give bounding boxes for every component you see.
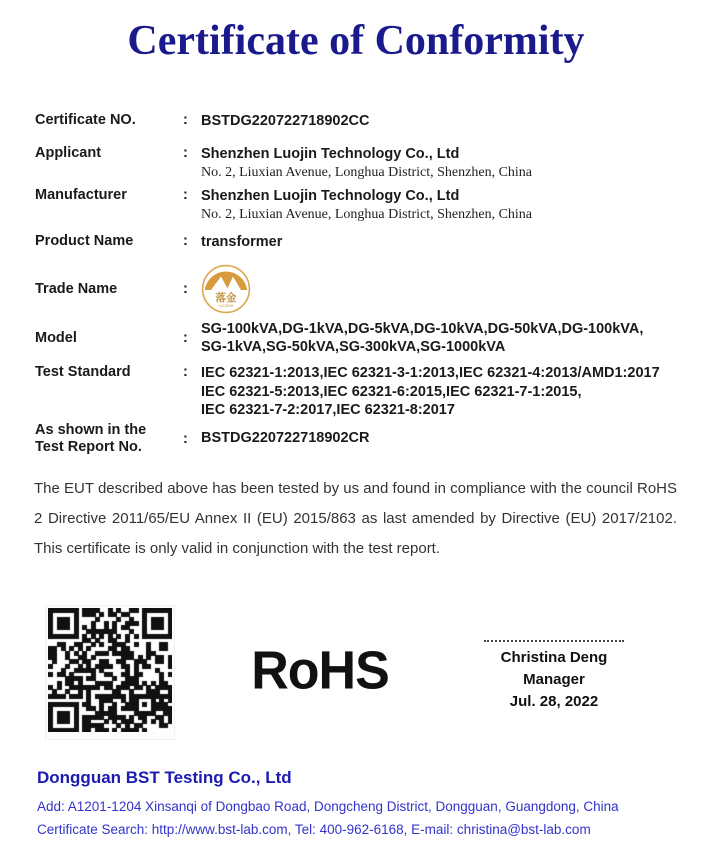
model-line1: SG-100kVA,DG-1kVA,DG-5kVA,DG-10kVA,DG-50kVA,DG-100kVA, (201, 321, 644, 337)
logo-subtext: LUOJING (218, 304, 234, 308)
row-certificate-no (35, 112, 677, 131)
lab-company-name: Dongguan BST Testing Co., Ltd (37, 768, 292, 787)
colon: : (183, 187, 188, 203)
test-report-value: BSTDG220722718902CR (201, 430, 370, 446)
luojin-brand-logo-icon (201, 264, 251, 314)
test-standard-label: Test Standard (35, 364, 131, 380)
rohs-mark: RoHS (251, 640, 389, 702)
manufacturer-address: No. 2, Liuxian Avenue, Longhua District, Shenzhen, China (201, 207, 533, 222)
lab-footer (37, 766, 692, 841)
lab-address: Add: A1201-1204 Xinsanqi of Dongbao Road, Dongcheng District, Dongguan, Guangdong, China (37, 799, 619, 814)
product-name-label: Product Name (35, 233, 134, 249)
signatory-name: Christina Deng (500, 649, 608, 666)
applicant-name: Shenzhen Luojin Technology Co., Ltd (201, 146, 460, 162)
colon: : (183, 112, 188, 128)
row-manufacturer (35, 187, 677, 223)
colon: : (183, 430, 188, 447)
signatory-title: Manager (523, 671, 585, 688)
compliance-statement: The EUT described above has been tested by us and found in compliance with the council RoHS 2 Directive 2011/65/EU Annex II (EU) 2015/863 as last amended by Directive (EU) 2017/2102. This certificate is only valid in conjunction with the test report. (34, 479, 677, 557)
row-test-report (35, 422, 677, 456)
signature-block (448, 640, 660, 713)
model-label: Model (35, 329, 77, 346)
row-trade-name (35, 264, 677, 314)
certificate-no-label: Certificate NO. (35, 112, 136, 128)
colon: : (183, 330, 188, 346)
test-standard-line3: IEC 62321-7-2:2017,IEC 62321-8:2017 (201, 402, 455, 418)
row-test-standard (35, 364, 677, 420)
test-report-label-line1: As shown in the (35, 421, 147, 438)
trade-name-label: Trade Name (35, 280, 118, 297)
colon: : (183, 145, 188, 161)
row-applicant (35, 145, 677, 181)
colon: : (183, 281, 188, 297)
applicant-address: No. 2, Liuxian Avenue, Longhua District, Shenzhen, China (201, 165, 533, 180)
manufacturer-label: Manufacturer (35, 187, 127, 203)
row-model (35, 320, 677, 356)
applicant-label: Applicant (35, 145, 102, 161)
certificate-info (35, 112, 677, 456)
manufacturer-name: Shenzhen Luojin Technology Co., Ltd (201, 188, 460, 204)
product-name-value: transformer (201, 234, 283, 250)
colon: : (183, 364, 188, 380)
lab-contact: Certificate Search: http://www.bst-lab.com, Tel: 400-962-6168, E-mail: christina@bst-lab.com (37, 822, 591, 837)
test-report-label-line2: Test Report No. (35, 438, 142, 455)
signature-line (484, 640, 624, 642)
colon: : (183, 233, 188, 249)
certificate-no-value: BSTDG220722718902CC (201, 113, 370, 129)
model-line2: SG-1kVA,SG-50kVA,SG-300kVA,SG-1000kVA (201, 339, 506, 355)
certificate-title: Certificate of Conformity (127, 18, 585, 64)
test-standard-line2: IEC 62321-5:2013,IEC 62321-6:2015,IEC 62321-7-1:2015, (201, 383, 582, 400)
row-product-name (35, 233, 677, 252)
qr-code (46, 606, 174, 739)
logo-chinese-text: 落金 (215, 292, 237, 304)
qr-code-image (48, 608, 172, 732)
test-standard-line1: IEC 62321-1:2013,IEC 62321-3-1:2013,IEC 62321-4:2013/AMD1:2017 (201, 365, 660, 381)
signature-date: Jul. 28, 2022 (509, 693, 599, 710)
